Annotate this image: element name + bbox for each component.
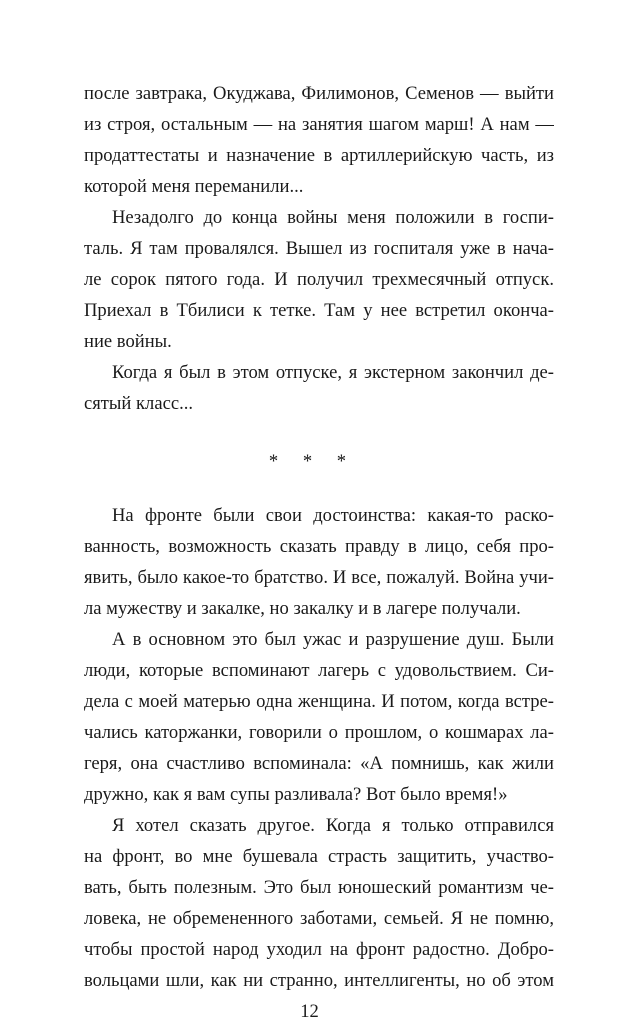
text-line: из строя, остальным — на занятия шагом марш! А нам — [84, 114, 554, 135]
text-line: Незадолго до конца войны меня положили в госпи- [112, 207, 554, 228]
text-line: геря, она счастливо вспоминала: «А помнишь, как жили [84, 753, 554, 774]
text-line: ла мужеству и закалке, но закалку и в лагере получали. [84, 598, 521, 619]
text-line: ванность, возможность сказать правду в лицо, себя про- [84, 536, 554, 557]
text-line: на фронт, во мне бушевала страсть защитить, участво- [84, 846, 554, 867]
page-number: 12 [300, 1001, 319, 1022]
text-line: вать, быть полезным. Это был юношеский романтизм че- [84, 877, 554, 898]
text-line: дела с моей матерью одна женщина. И потом, когда встре- [84, 691, 554, 712]
text-line: вольцами шли, как ни странно, интеллигенты, но об этом [84, 970, 554, 991]
text-line: На фронте были свои достоинства: какая-то раско- [112, 505, 554, 526]
text-line: ловека, не обремененного заботами, семьей. Я не помню, [84, 908, 554, 929]
text-line: Когда я был в этом отпуске, я экстерном закончил де- [112, 362, 554, 383]
text-line: продаттестаты и назначение в артиллерийскую часть, из [84, 145, 554, 166]
text-line: люди, которые вспоминают лагерь с удовольствием. Си- [84, 660, 554, 681]
text-line: Я хотел сказать другое. Когда я только отправился [112, 815, 554, 836]
text-line: ле сорок пятого года. И получил трехмесячный отпуск. [84, 269, 554, 290]
section-separator: * * * [268, 451, 357, 472]
text-line: ние войны. [84, 331, 172, 352]
text-line: Приехал в Тбилиси к тетке. Там у нее встретил оконча- [84, 300, 554, 321]
text-line: чались каторжанки, говорили о прошлом, о кошмарах ла- [84, 722, 554, 743]
text-line: явить, было какое-то братство. И все, пожалуй. Война учи- [84, 567, 554, 588]
text-line: чтобы простой народ уходил на фронт радостно. Добро- [84, 939, 554, 960]
text-line: после завтрака, Окуджава, Филимонов, Семенов — выйти [84, 83, 554, 104]
text-line: таль. Я там провалялся. Вышел из госпиталя уже в нача- [84, 238, 554, 259]
text-line: сятый класс... [84, 393, 194, 414]
text-line: А в основном это был ужас и разрушение душ. Были [112, 629, 554, 650]
text-line: которой меня переманили... [84, 176, 304, 197]
text-line: дружно, как я вам супы разливала? Вот было время!» [84, 784, 508, 805]
